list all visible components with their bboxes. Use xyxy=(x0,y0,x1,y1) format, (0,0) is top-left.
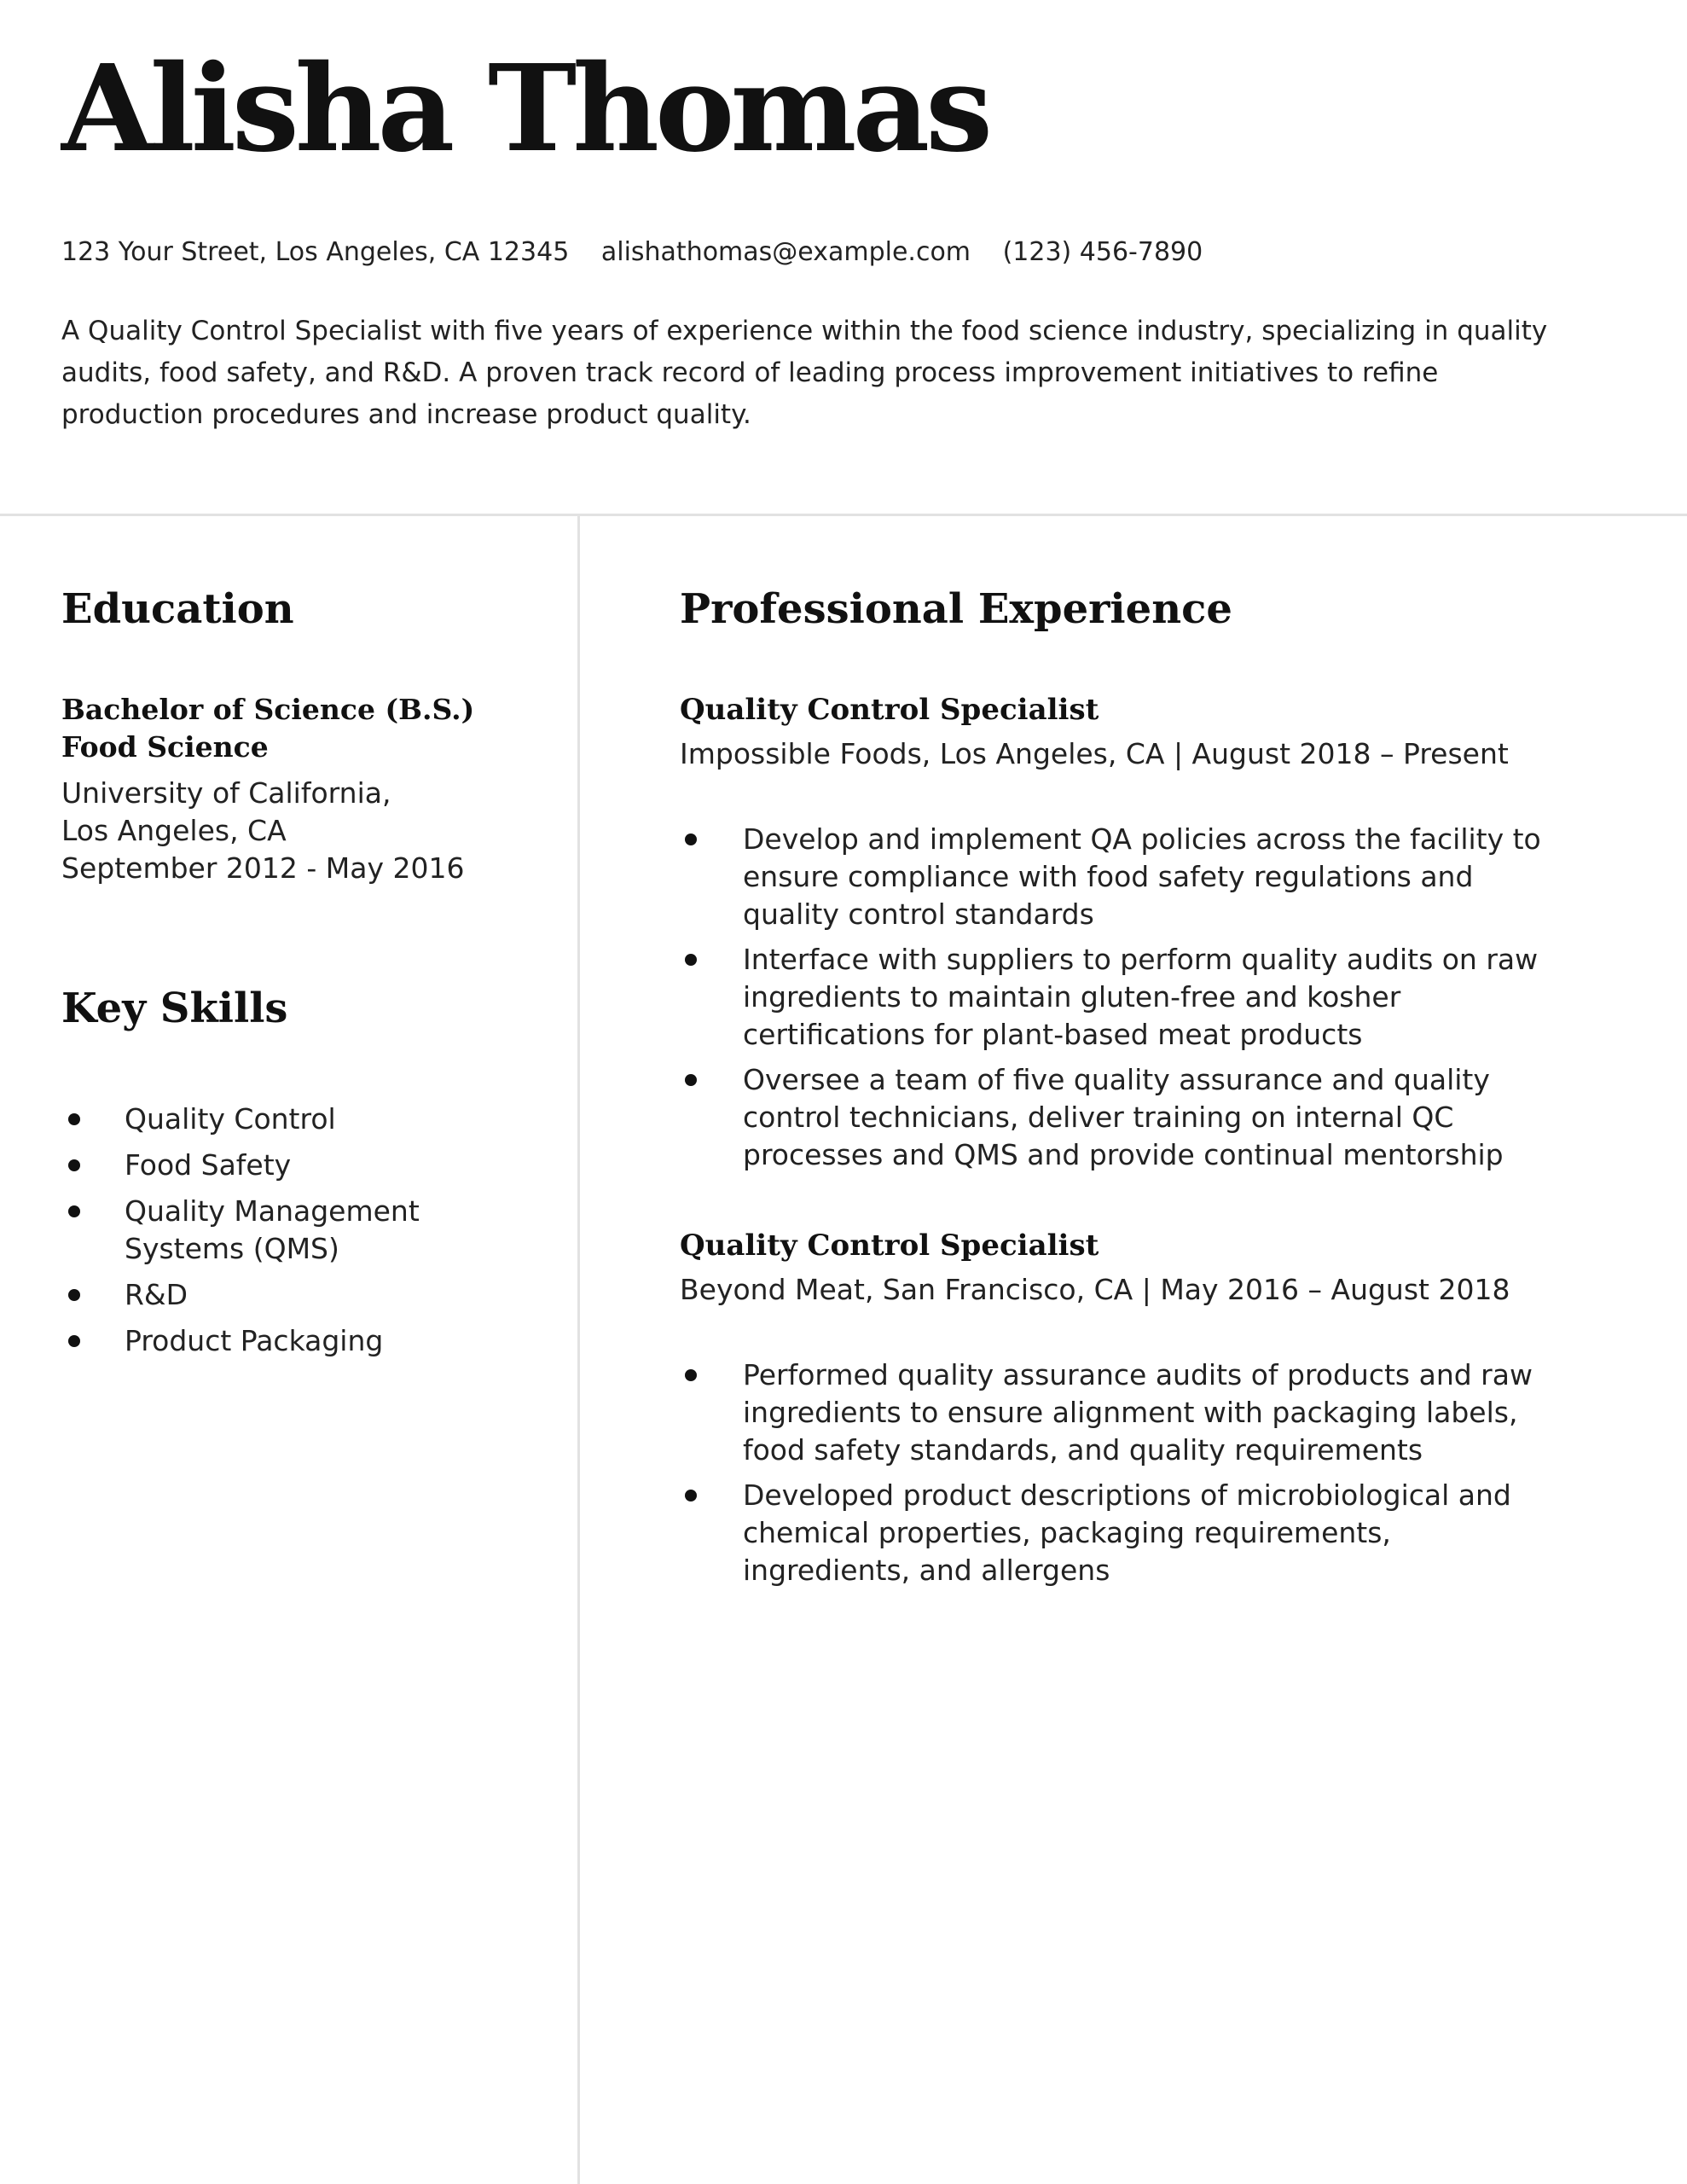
bullet-icon xyxy=(685,834,697,845)
duty-item: Interface with suppliers to perform quality audits on raw ingredients to maintain gluten-free and kosher certifications for plant-based meat products xyxy=(680,941,1550,1054)
skills-block xyxy=(61,1101,539,1368)
bullet-icon xyxy=(685,954,697,966)
education-heading: Education xyxy=(61,585,294,633)
degree: Bachelor of Science (B.S.) Food Science xyxy=(61,693,475,764)
bullet-icon xyxy=(68,1159,80,1171)
email: alishathomas@example.com xyxy=(600,237,971,267)
job-entry xyxy=(680,691,1550,1182)
education-block xyxy=(61,691,539,887)
skill-item: Product Packaging xyxy=(61,1322,539,1360)
candidate-name: Alisha Thomas xyxy=(61,39,989,179)
job-meta: Impossible Foods, Los Angeles, CA | August 2018 – Present xyxy=(680,737,1509,770)
job-meta: Beyond Meat, San Francisco, CA | May 2016 – August 2018 xyxy=(680,1273,1510,1306)
skill-item: Food Safety xyxy=(61,1147,539,1184)
job-title: Quality Control Specialist xyxy=(680,693,1099,727)
duty-item: Develop and implement QA policies across the facility to ensure compliance with food safety regulations and quality control standards xyxy=(680,821,1550,933)
summary: A Quality Control Specialist with five years of experience within the food science industry, specializing in quality audits, food safety, and R&D. A proven track record of leading process improvement initiatives to refine production procedures and increase product quality. xyxy=(61,316,1548,430)
skill-item: Quality Control xyxy=(61,1101,539,1138)
job-entry xyxy=(680,1227,1550,1597)
phone: (123) 456-7890 xyxy=(1002,237,1203,267)
bullet-icon xyxy=(685,1074,697,1086)
contact-line xyxy=(61,237,1226,267)
duties-list xyxy=(680,821,1550,1174)
horizontal-divider xyxy=(0,514,1687,516)
bullet-icon xyxy=(68,1205,80,1217)
duties-list xyxy=(680,1356,1550,1589)
duty-item: Developed product descriptions of microbiological and chemical properties, packaging requirements, ingredients, and allergens xyxy=(680,1477,1550,1589)
skill-item: R&D xyxy=(61,1276,539,1314)
duty-item: Performed quality assurance audits of products and raw ingredients to ensure alignment with packaging labels, food safety standards, and quality requirements xyxy=(680,1356,1550,1469)
skills-list xyxy=(61,1101,539,1360)
bullet-icon xyxy=(685,1490,697,1502)
school: University of California, xyxy=(61,776,391,810)
vertical-divider xyxy=(577,514,580,2184)
duty-item: Oversee a team of five quality assurance and quality control technicians, deliver training on internal QC processes and QMS and provide continual mentorship xyxy=(680,1061,1550,1174)
address: 123 Your Street, Los Angeles, CA 12345 xyxy=(61,237,570,267)
experience-heading: Professional Experience xyxy=(680,585,1232,633)
skills-heading: Key Skills xyxy=(61,985,288,1032)
education-dates: September 2012 - May 2016 xyxy=(61,851,465,885)
school-location: Los Angeles, CA xyxy=(61,814,287,847)
bullet-icon xyxy=(68,1113,80,1125)
job-title: Quality Control Specialist xyxy=(680,1228,1099,1263)
bullet-icon xyxy=(68,1289,80,1301)
skill-item: Quality Management Systems (QMS) xyxy=(61,1193,539,1268)
bullet-icon xyxy=(685,1369,697,1381)
bullet-icon xyxy=(68,1335,80,1347)
